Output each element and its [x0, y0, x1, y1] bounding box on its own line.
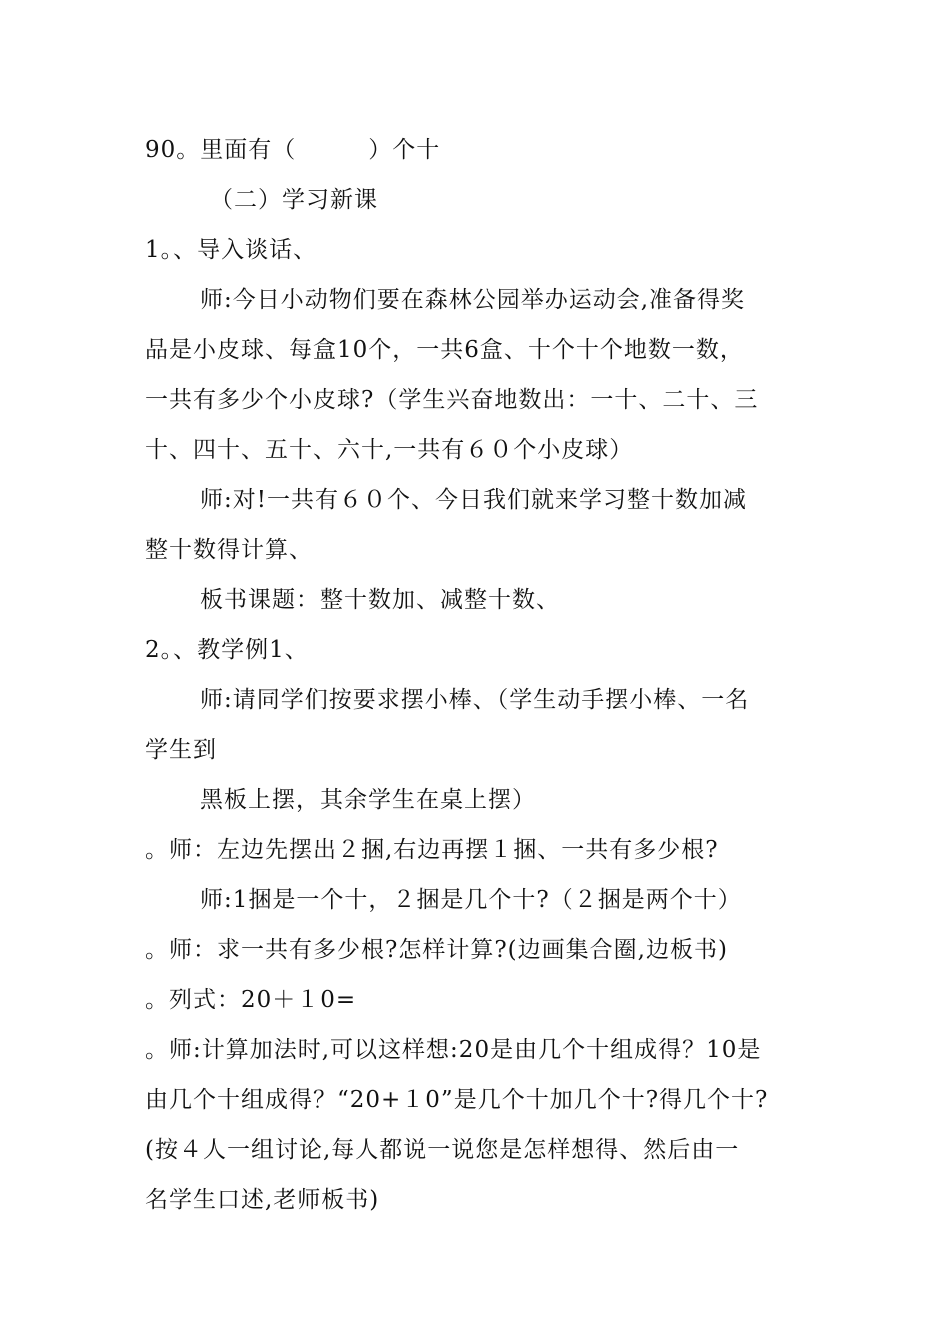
text-line: 师:1捆是一个十，２捆是几个十?（２捆是两个十） — [200, 887, 742, 913]
text-line: (按４人一组讨论,每人都说一说您是怎样想得、然后由一 — [145, 1137, 740, 1163]
text-line: 整十数得计算、 — [145, 537, 313, 563]
text-line: 黑板上摆，其余学生在桌上摆） — [200, 787, 536, 813]
text-line: 十、四十、五十、六十,一共有６０个小皮球） — [145, 437, 634, 463]
section-heading: （二）学习新课 — [210, 187, 378, 213]
step-heading: 2。、教学例1、 — [145, 637, 309, 663]
text-line: 师:请同学们按要求摆小棒、（学生动手摆小棒、一名 — [200, 687, 750, 713]
text-line: 学生到 — [145, 737, 217, 763]
step-heading: 1。、导入谈话、 — [145, 237, 318, 263]
text-line: 一共有多少个小皮球?（学生兴奋地数出：一十、二十、三 — [145, 387, 759, 413]
text-line: 。师：求一共有多少根?怎样计算?(边画集合圈,边板书) — [145, 937, 728, 963]
text-line: 师:今日小动物们要在森林公园举办运动会,准备得奖 — [200, 287, 746, 313]
text-line: 师:对!一共有６０个、今日我们就来学习整十数加减 — [200, 487, 747, 513]
text-line: 。师:计算加法时,可以这样想:20是由几个十组成得？10是 — [145, 1037, 762, 1063]
text-line: 。师：左边先摆出２捆,右边再摆１捆、一共有多少根? — [145, 837, 719, 863]
text-line: 品是小皮球、每盒10个，一共6盒、十个十个地数一数， — [145, 337, 744, 363]
text-line: 由几个十组成得？“20+１0”是几个十加几个十?得几个十? — [145, 1087, 769, 1113]
board-title: 板书课题：整十数加、减整十数、 — [200, 587, 560, 613]
equation-line: 。列式：20＋１0= — [145, 987, 357, 1013]
text-line: 名学生口述,老师板书) — [145, 1187, 380, 1213]
text-line: 90。里面有（ ）个十 — [145, 137, 441, 163]
